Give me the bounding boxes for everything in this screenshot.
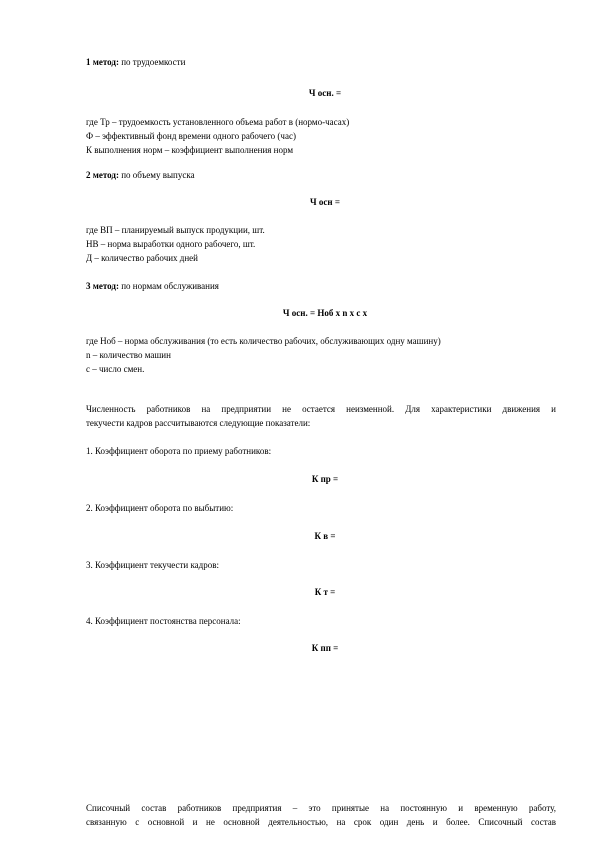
footer-paragraph-line: Списочный состав работников предприятия – это принятые на постоянную и временную работу, [86, 803, 556, 813]
method3-heading-text: по нормам обслуживания [118, 281, 219, 291]
method2-heading-text: по объему выпуска [118, 170, 195, 180]
method2-def: где ВП – планируемый выпуск продукции, шт. [86, 225, 265, 235]
coefficient-label: 1. Коэффициент оборота по приему работников: [86, 446, 272, 456]
footer-paragraph-line: связанную с основной и не основной деятельностью, на срок один день и более. Списочный состав [86, 817, 556, 827]
method2-heading-bold: 2 метод: [86, 170, 119, 180]
method3-def: где Ноб – норма обслуживания (то есть количество рабочих, обслуживающих одну машину) [86, 336, 441, 346]
method3-heading [86, 281, 219, 293]
method2-heading [86, 170, 195, 182]
method2-def: Д – количество рабочих дней [86, 253, 198, 263]
intro-paragraph-line: Численность работников на предприятии не остается неизменной. Для характеристики движения и [86, 404, 556, 414]
method1-heading-text: по трудоемкости [118, 57, 186, 67]
method2-def: НВ – норма выработки одного рабочего, шт. [86, 239, 256, 249]
method3-def: n – количество машин [86, 350, 171, 360]
method3-def: с – число смен. [86, 364, 145, 374]
method1-formula: Ч осн. = [308, 88, 342, 98]
method1-def: К выполнения норм – коэффициент выполнения норм [86, 145, 294, 155]
method2-formula: Ч осн = [310, 197, 340, 207]
method1-heading [86, 57, 185, 69]
method1-def: Ф – эффективный фонд времени одного рабочего (час) [86, 131, 296, 141]
method3-formula: Ч осн. = Ноб х n х с х [282, 308, 368, 318]
coefficient-formula: К пп = [311, 643, 339, 653]
coefficient-formula: К пр = [311, 474, 339, 484]
coefficient-formula: К в = [314, 531, 336, 541]
method3-heading-bold: 3 метод: [86, 281, 119, 291]
method1-def: где Тр – трудоемкость установленного объема работ в (нормо-часах) [86, 117, 350, 127]
method1-heading-bold: 1 метод: [86, 57, 119, 67]
intro-paragraph-line: текучести кадров рассчитываются следующие показатели: [86, 418, 311, 428]
coefficient-label: 3. Коэффициент текучести кадров: [86, 560, 220, 570]
coefficient-label: 4. Коэффициент постоянства персонала: [86, 616, 241, 626]
coefficient-label: 2. Коэффициент оборота по выбытию: [86, 503, 234, 513]
coefficient-formula: К т = [314, 587, 336, 597]
